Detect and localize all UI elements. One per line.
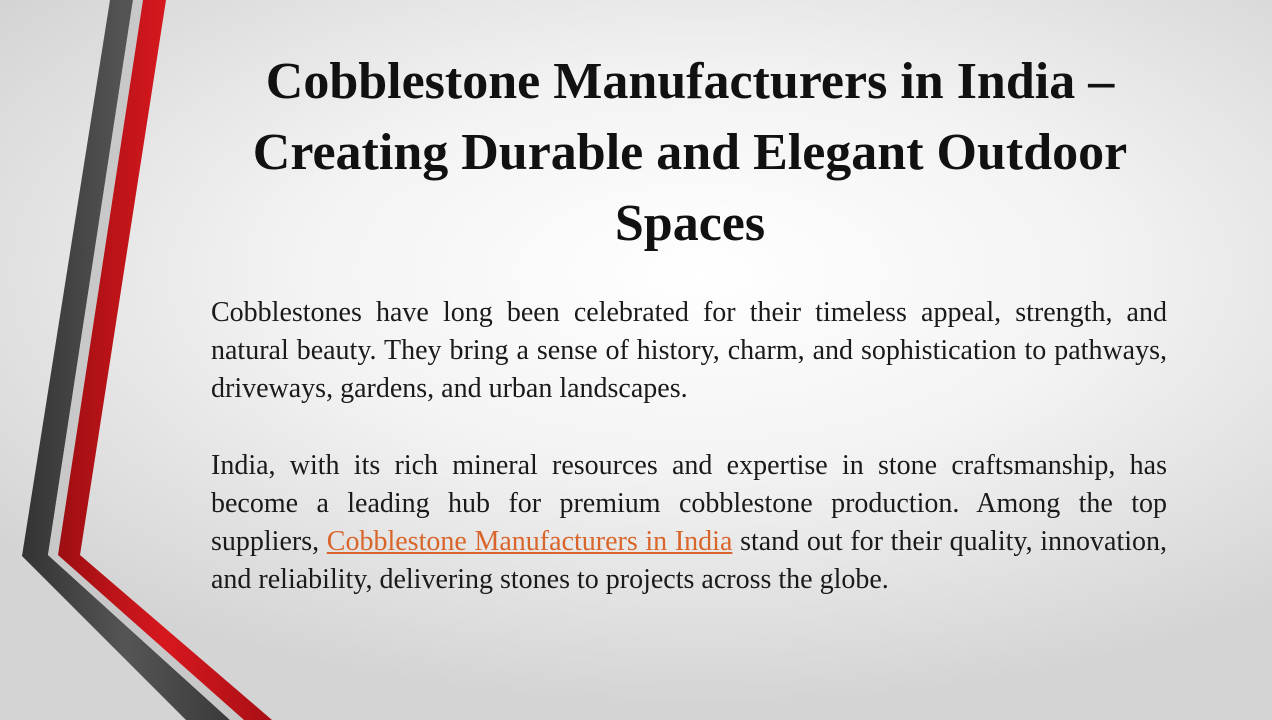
details-text-before-link: India, with its rich mineral resources and expertise in stone craftsmanship, has become a leading hub for premium cobblestone production. Among the top suppliers, bbox=[211, 450, 1167, 557]
slide-title: Cobblestone Manufacturers in India – Creating Durable and Elegant Outdoor Spaces bbox=[252, 53, 1128, 252]
details-text-after-link: stand out for their quality, innovation, and reliability, delivering stones to projects across the globe. bbox=[211, 526, 1168, 595]
intro-paragraph: Cobblestones have long been celebrated for their timeless appeal, strength, and natural beauty. They bring a sense of history, charm, and sophistication to pathways, driveways, gardens, and urban landscapes. bbox=[211, 297, 1167, 404]
details-paragraph bbox=[211, 447, 1167, 599]
cobblestone-manufacturers-link[interactable]: Cobblestone Manufacturers in India bbox=[326, 526, 733, 557]
